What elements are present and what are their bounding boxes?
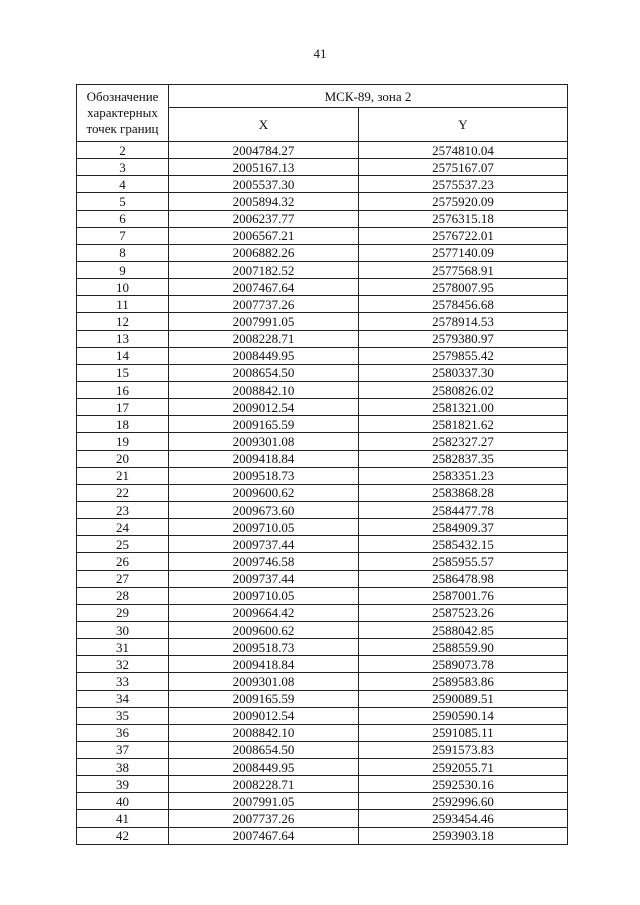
x-coordinate-cell: 2009518.73 (169, 467, 359, 484)
x-coordinate-cell: 2009710.05 (169, 587, 359, 604)
y-coordinate-cell: 2577568.91 (359, 261, 568, 278)
x-coordinate-cell: 2005537.30 (169, 176, 359, 193)
point-number-cell: 16 (77, 381, 169, 398)
x-coordinate-cell: 2008449.95 (169, 759, 359, 776)
x-coordinate-cell: 2007991.05 (169, 313, 359, 330)
point-header-line3: точек границ (86, 121, 159, 136)
x-coordinate-cell: 2009418.84 (169, 656, 359, 673)
table-row (77, 639, 568, 656)
point-number-cell: 27 (77, 570, 169, 587)
point-number-cell: 24 (77, 519, 169, 536)
point-number-cell: 19 (77, 433, 169, 450)
y-coordinate-cell: 2582837.35 (359, 450, 568, 467)
table-row (77, 296, 568, 313)
x-coordinate-cell: 2007737.26 (169, 810, 359, 827)
y-coordinate-cell: 2582327.27 (359, 433, 568, 450)
table-row (77, 519, 568, 536)
y-coordinate-cell: 2592530.16 (359, 776, 568, 793)
y-coordinate-cell: 2577140.09 (359, 244, 568, 261)
x-coordinate-cell: 2008842.10 (169, 381, 359, 398)
table-row (77, 176, 568, 193)
point-number-cell: 13 (77, 330, 169, 347)
y-coordinate-cell: 2585432.15 (359, 536, 568, 553)
table-row (77, 433, 568, 450)
y-coordinate-cell: 2576722.01 (359, 227, 568, 244)
table-row (77, 364, 568, 381)
y-coordinate-cell: 2590089.51 (359, 690, 568, 707)
x-coordinate-cell: 2009012.54 (169, 707, 359, 724)
y-coordinate-cell: 2593903.18 (359, 827, 568, 844)
x-coordinate-cell: 2006567.21 (169, 227, 359, 244)
coordinates-table (76, 84, 568, 845)
table-row (77, 210, 568, 227)
y-coordinate-cell: 2575920.09 (359, 193, 568, 210)
table-row (77, 450, 568, 467)
x-coordinate-cell: 2006882.26 (169, 244, 359, 261)
point-number-cell: 8 (77, 244, 169, 261)
x-coordinate-cell: 2008842.10 (169, 724, 359, 741)
x-column-header: X (169, 108, 359, 142)
y-coordinate-cell: 2589073.78 (359, 656, 568, 673)
table-row (77, 142, 568, 159)
point-number-cell: 3 (77, 159, 169, 176)
table-row (77, 484, 568, 501)
y-coordinate-cell: 2592996.60 (359, 793, 568, 810)
x-coordinate-cell: 2009165.59 (169, 416, 359, 433)
table-row (77, 553, 568, 570)
point-number-cell: 41 (77, 810, 169, 827)
y-coordinate-cell: 2585955.57 (359, 553, 568, 570)
y-coordinate-cell: 2574810.04 (359, 142, 568, 159)
point-number-cell: 39 (77, 776, 169, 793)
y-coordinate-cell: 2583868.28 (359, 484, 568, 501)
table-row (77, 759, 568, 776)
x-coordinate-cell: 2007737.26 (169, 296, 359, 313)
table-row (77, 776, 568, 793)
table-row (77, 347, 568, 364)
table-row (77, 279, 568, 296)
point-number-cell: 4 (77, 176, 169, 193)
table-row (77, 570, 568, 587)
x-coordinate-cell: 2009664.42 (169, 604, 359, 621)
y-coordinate-cell: 2578914.53 (359, 313, 568, 330)
y-coordinate-cell: 2578456.68 (359, 296, 568, 313)
x-coordinate-cell: 2008449.95 (169, 347, 359, 364)
x-coordinate-cell: 2009746.58 (169, 553, 359, 570)
y-coordinate-cell: 2581321.00 (359, 399, 568, 416)
y-coordinate-cell: 2575167.07 (359, 159, 568, 176)
y-coordinate-cell: 2592055.71 (359, 759, 568, 776)
point-number-cell: 30 (77, 621, 169, 638)
point-number-cell: 9 (77, 261, 169, 278)
x-coordinate-cell: 2006237.77 (169, 210, 359, 227)
table-row (77, 467, 568, 484)
point-number-cell: 40 (77, 793, 169, 810)
y-coordinate-cell: 2591085.11 (359, 724, 568, 741)
y-coordinate-cell: 2587001.76 (359, 587, 568, 604)
point-number-cell: 15 (77, 364, 169, 381)
x-coordinate-cell: 2008228.71 (169, 776, 359, 793)
x-coordinate-cell: 2009600.62 (169, 621, 359, 638)
x-coordinate-cell: 2009710.05 (169, 519, 359, 536)
x-coordinate-cell: 2005167.13 (169, 159, 359, 176)
y-coordinate-cell: 2578007.95 (359, 279, 568, 296)
point-designation-header (77, 85, 169, 142)
y-coordinate-cell: 2591573.83 (359, 741, 568, 758)
point-number-cell: 35 (77, 707, 169, 724)
point-number-cell: 37 (77, 741, 169, 758)
point-number-cell: 6 (77, 210, 169, 227)
x-coordinate-cell: 2008654.50 (169, 364, 359, 381)
y-coordinate-cell: 2576315.18 (359, 210, 568, 227)
table-row (77, 810, 568, 827)
page-number: 41 (313, 46, 327, 61)
point-number-cell: 10 (77, 279, 169, 296)
x-coordinate-cell: 2005894.32 (169, 193, 359, 210)
table-row (77, 330, 568, 347)
y-coordinate-cell: 2581821.62 (359, 416, 568, 433)
table-row (77, 827, 568, 844)
point-number-cell: 17 (77, 399, 169, 416)
y-coordinate-cell: 2583351.23 (359, 467, 568, 484)
point-number-cell: 26 (77, 553, 169, 570)
point-number-cell: 33 (77, 673, 169, 690)
x-coordinate-cell: 2008228.71 (169, 330, 359, 347)
x-coordinate-cell: 2009518.73 (169, 639, 359, 656)
table-row (77, 536, 568, 553)
table-row (77, 673, 568, 690)
x-coordinate-cell: 2009418.84 (169, 450, 359, 467)
coordinate-system-header: МСК-89, зона 2 (169, 85, 568, 108)
table-row (77, 193, 568, 210)
point-number-cell: 22 (77, 484, 169, 501)
point-number-cell: 21 (77, 467, 169, 484)
y-coordinate-cell: 2579380.97 (359, 330, 568, 347)
x-coordinate-cell: 2009165.59 (169, 690, 359, 707)
table-row (77, 656, 568, 673)
table-row (77, 724, 568, 741)
y-coordinate-cell: 2590590.14 (359, 707, 568, 724)
table-row (77, 793, 568, 810)
y-column-header: Y (359, 108, 568, 142)
point-number-cell: 34 (77, 690, 169, 707)
point-number-cell: 42 (77, 827, 169, 844)
table-row (77, 381, 568, 398)
point-number-cell: 23 (77, 501, 169, 518)
x-coordinate-cell: 2009673.60 (169, 501, 359, 518)
table-row (77, 604, 568, 621)
x-coordinate-cell: 2009301.08 (169, 673, 359, 690)
point-number-cell: 36 (77, 724, 169, 741)
y-coordinate-cell: 2588559.90 (359, 639, 568, 656)
table-row (77, 399, 568, 416)
y-coordinate-cell: 2588042.85 (359, 621, 568, 638)
point-number-cell: 5 (77, 193, 169, 210)
table-row (77, 690, 568, 707)
table-row (77, 313, 568, 330)
x-coordinate-cell: 2008654.50 (169, 741, 359, 758)
x-coordinate-cell: 2009737.44 (169, 570, 359, 587)
x-coordinate-cell: 2009737.44 (169, 536, 359, 553)
table-row (77, 416, 568, 433)
table-row (77, 587, 568, 604)
table-row (77, 741, 568, 758)
y-coordinate-cell: 2580337.30 (359, 364, 568, 381)
y-coordinate-cell: 2589583.86 (359, 673, 568, 690)
table-row (77, 159, 568, 176)
point-header-line2: характерных (87, 105, 158, 120)
table-body (77, 142, 568, 845)
point-number-cell: 12 (77, 313, 169, 330)
table-row (77, 501, 568, 518)
y-coordinate-cell: 2586478.98 (359, 570, 568, 587)
y-coordinate-cell: 2580826.02 (359, 381, 568, 398)
y-coordinate-cell: 2593454.46 (359, 810, 568, 827)
x-coordinate-cell: 2004784.27 (169, 142, 359, 159)
x-coordinate-cell: 2007467.64 (169, 827, 359, 844)
point-number-cell: 14 (77, 347, 169, 364)
point-number-cell: 2 (77, 142, 169, 159)
x-coordinate-cell: 2009600.62 (169, 484, 359, 501)
point-number-cell: 11 (77, 296, 169, 313)
point-number-cell: 28 (77, 587, 169, 604)
point-number-cell: 38 (77, 759, 169, 776)
point-number-cell: 20 (77, 450, 169, 467)
y-coordinate-cell: 2587523.26 (359, 604, 568, 621)
y-coordinate-cell: 2579855.42 (359, 347, 568, 364)
table-header (77, 85, 568, 142)
table-row (77, 261, 568, 278)
point-number-cell: 32 (77, 656, 169, 673)
point-number-cell: 29 (77, 604, 169, 621)
x-coordinate-cell: 2007467.64 (169, 279, 359, 296)
point-number-cell: 7 (77, 227, 169, 244)
point-number-cell: 25 (77, 536, 169, 553)
x-coordinate-cell: 2007991.05 (169, 793, 359, 810)
table-row (77, 244, 568, 261)
table-row (77, 227, 568, 244)
y-coordinate-cell: 2575537.23 (359, 176, 568, 193)
table-row (77, 707, 568, 724)
point-number-cell: 31 (77, 639, 169, 656)
y-coordinate-cell: 2584477.78 (359, 501, 568, 518)
table-row (77, 621, 568, 638)
x-coordinate-cell: 2007182.52 (169, 261, 359, 278)
point-header-line1: Обозначение (86, 89, 159, 104)
point-number-cell: 18 (77, 416, 169, 433)
y-coordinate-cell: 2584909.37 (359, 519, 568, 536)
x-coordinate-cell: 2009012.54 (169, 399, 359, 416)
x-coordinate-cell: 2009301.08 (169, 433, 359, 450)
